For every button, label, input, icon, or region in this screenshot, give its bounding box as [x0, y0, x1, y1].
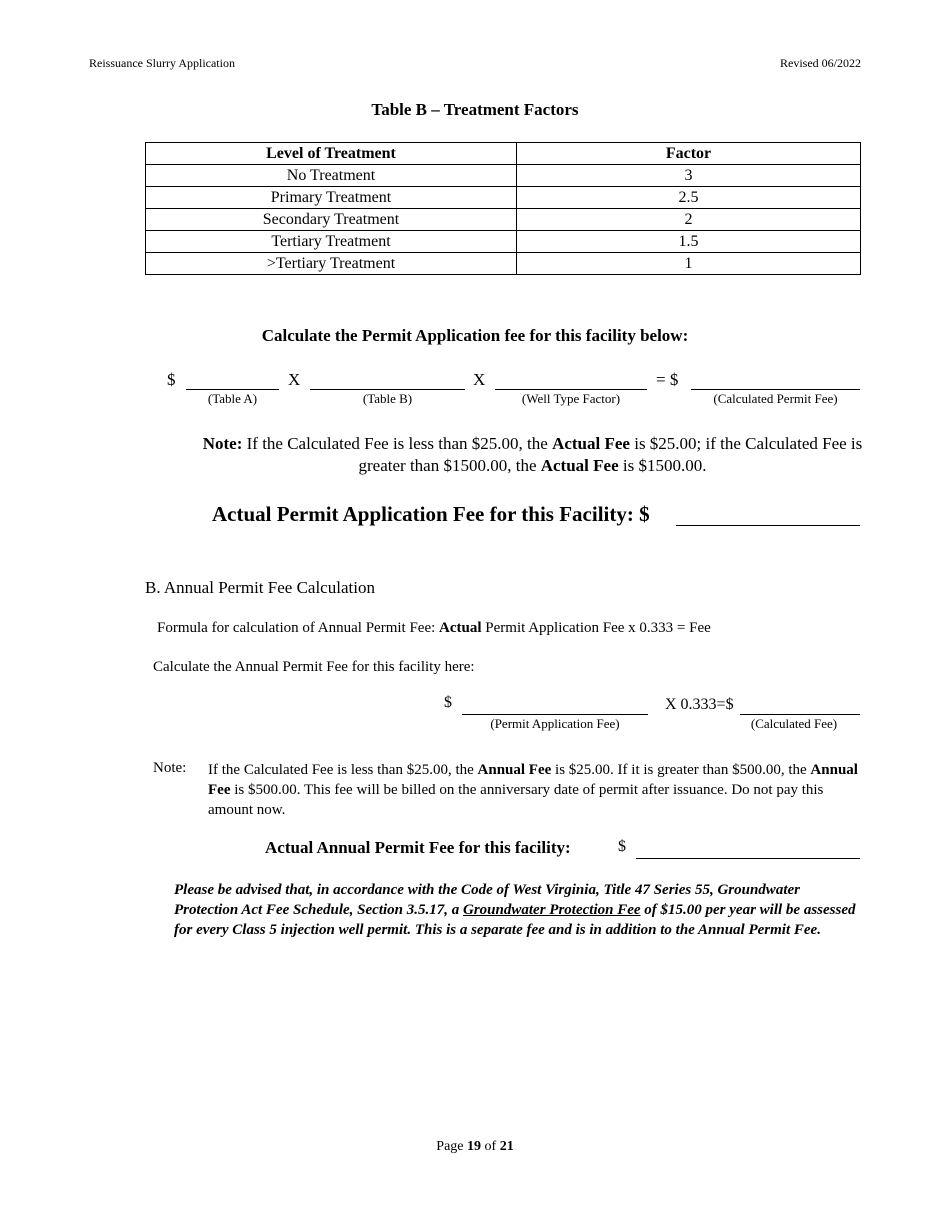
table-header-row [146, 143, 861, 165]
table-row [146, 253, 861, 275]
treatment-factor: 1 [517, 253, 861, 275]
table-row [146, 209, 861, 231]
groundwater-protection-fee: Groundwater Protection Fee [463, 902, 641, 918]
treatment-level: Secondary Treatment [146, 209, 517, 231]
dollar-sign: $ [444, 694, 452, 711]
treatment-level: Tertiary Treatment [146, 231, 517, 253]
actual-permit-fee-blank[interactable] [676, 525, 860, 526]
actual-annual-fee-blank[interactable] [636, 858, 860, 859]
calculated-annual-fee-blank[interactable] [740, 714, 860, 715]
note-label: Note: [202, 434, 243, 453]
table-a-blank[interactable] [186, 389, 279, 390]
groundwater-fee-advisory: Please be advised that, in accordance with the Code of West Virginia, Title 47 Series 55, Groundwater Protection Act Fee Schedule, Section 3.5.17, a Groundwater Protection Fee of $15.00 per year will be assessed for every Class 5 injection well permit. This is a separate fee and is in addition to the Annual Permit Fee. [174, 882, 856, 938]
header-right: Revised 06/2022 [780, 56, 861, 70]
permit-fee-note: Note: If the Calculated Fee is less than $25.00, the Actual Fee is $25.00; if the Calculated Fee is greater than $1500.00, the Actual Fee is $1500.00. [202, 434, 863, 475]
dollar-sign: $ [618, 838, 626, 855]
actual-annual-fee-label: Actual Annual Permit Fee for this facility: [265, 838, 571, 857]
calculated-permit-fee-caption: (Calculated Permit Fee) [713, 391, 838, 406]
treatment-level: No Treatment [146, 165, 517, 187]
well-type-factor-caption: (Well Type Factor) [521, 391, 621, 406]
actual-permit-fee-label: Actual Permit Application Fee for this Facility: $ [212, 502, 650, 526]
table-b-caption: (Table B) [362, 391, 413, 406]
multiply-sign: X [288, 370, 301, 389]
column-header: Factor [517, 143, 861, 165]
permit-application-fee-caption: (Permit Application Fee) [490, 716, 620, 731]
calculated-permit-fee-blank[interactable] [691, 389, 860, 390]
annual-fee-note: If the Calculated Fee is less than $25.00, the Annual Fee is $25.00. If it is greater than $500.00, the Annual Fee is $500.00. This fee will be billed on the anniversary date of permit after issuance. Do not pay this amount now. [208, 762, 858, 818]
treatment-level: >Tertiary Treatment [146, 253, 517, 275]
annual-fee-formula: Formula for calculation of Annual Permit Fee: Actual Permit Application Fee x 0.333 = Fee [157, 620, 711, 636]
table-a-caption: (Table A) [207, 391, 258, 406]
treatment-factor: 1.5 [517, 231, 861, 253]
equals-dollar-sign: = $ [656, 370, 679, 389]
table-b-blank[interactable] [310, 389, 465, 390]
page-number: Page 19 of 21 [436, 1139, 514, 1154]
well-type-factor-blank[interactable] [495, 389, 647, 390]
table-row [146, 231, 861, 253]
permit-application-fee-blank[interactable] [462, 714, 648, 715]
dollar-sign: $ [167, 370, 176, 389]
permit-calc-title: Calculate the Permit Application fee for this facility below: [261, 326, 689, 345]
calculated-fee-caption: (Calculated Fee) [750, 716, 838, 731]
treatment-factor: 2.5 [517, 187, 861, 209]
note-label: Note: [153, 760, 187, 776]
multiply-sign: X [473, 370, 486, 389]
table-b-title: Table B – Treatment Factors [371, 100, 579, 119]
column-header: Level of Treatment [146, 143, 517, 165]
table-row [146, 165, 861, 187]
header-left: Reissuance Slurry Application [89, 56, 235, 70]
section-b-heading: B. Annual Permit Fee Calculation [145, 578, 375, 597]
treatment-level: Primary Treatment [146, 187, 517, 209]
annual-fee-instruction: Calculate the Annual Permit Fee for this facility here: [153, 659, 475, 675]
treatment-factor: 2 [517, 209, 861, 231]
multiplier-text: X 0.333=$ [665, 696, 734, 713]
table-row [146, 187, 861, 209]
treatment-factor: 3 [517, 165, 861, 187]
treatment-factors-table [145, 142, 861, 275]
